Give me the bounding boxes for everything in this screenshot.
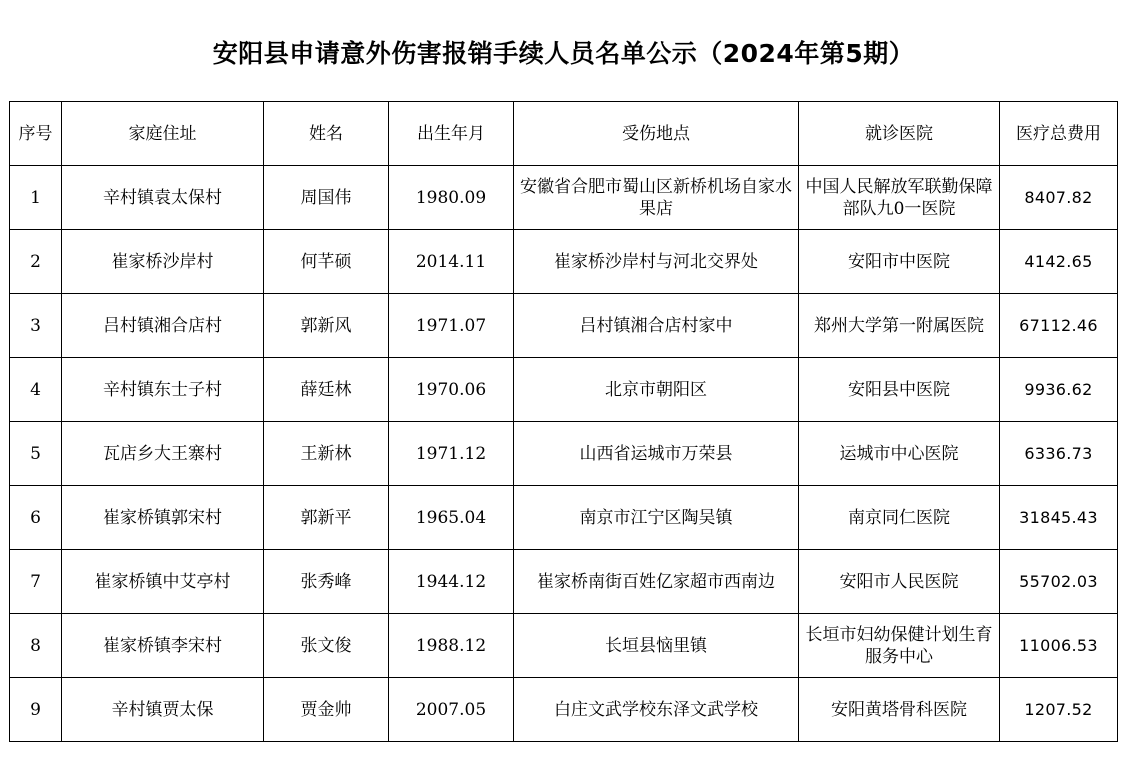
cell-injury-place: 南京市江宁区陶吴镇 (514, 486, 799, 550)
cell-total-cost: 6336.73 (1000, 422, 1118, 486)
cell-hospital: 安阳黄塔骨科医院 (799, 678, 1000, 742)
cell-hospital: 南京同仁医院 (799, 486, 1000, 550)
cell-seq: 4 (10, 358, 62, 422)
cell-seq: 7 (10, 550, 62, 614)
cell-birth: 1971.12 (389, 422, 514, 486)
cell-total-cost: 55702.03 (1000, 550, 1118, 614)
cell-hospital: 郑州大学第一附属医院 (799, 294, 1000, 358)
cell-birth: 2014.11 (389, 230, 514, 294)
table-row (10, 166, 1118, 230)
cell-birth: 2007.05 (389, 678, 514, 742)
table-header-row (10, 102, 1118, 166)
cell-total-cost: 4142.65 (1000, 230, 1118, 294)
cell-birth: 1980.09 (389, 166, 514, 230)
cell-seq: 1 (10, 166, 62, 230)
table-row (10, 358, 1118, 422)
cell-hospital: 安阳市中医院 (799, 230, 1000, 294)
cell-birth: 1970.06 (389, 358, 514, 422)
cell-seq: 6 (10, 486, 62, 550)
cell-birth: 1988.12 (389, 614, 514, 678)
cell-seq: 9 (10, 678, 62, 742)
cell-name: 周国伟 (264, 166, 389, 230)
cell-address: 吕村镇湘合店村 (62, 294, 264, 358)
cell-injury-place: 崔家桥沙岸村与河北交界处 (514, 230, 799, 294)
cell-total-cost: 31845.43 (1000, 486, 1118, 550)
header-name: 姓名 (264, 102, 389, 166)
cell-total-cost: 9936.62 (1000, 358, 1118, 422)
cell-hospital: 安阳市人民医院 (799, 550, 1000, 614)
cell-name: 郭新平 (264, 486, 389, 550)
table-row (10, 230, 1118, 294)
cell-birth: 1944.12 (389, 550, 514, 614)
cell-injury-place: 长垣县恼里镇 (514, 614, 799, 678)
header-total-cost: 医疗总费用 (1000, 102, 1118, 166)
cell-hospital: 安阳县中医院 (799, 358, 1000, 422)
table-row (10, 550, 1118, 614)
cell-name: 王新林 (264, 422, 389, 486)
cell-seq: 2 (10, 230, 62, 294)
cell-injury-place: 白庄文武学校东泽文武学校 (514, 678, 799, 742)
table-row (10, 614, 1118, 678)
cell-name: 郭新风 (264, 294, 389, 358)
cell-address: 瓦店乡大王寨村 (62, 422, 264, 486)
cell-address: 辛村镇贾太保 (62, 678, 264, 742)
cell-total-cost: 67112.46 (1000, 294, 1118, 358)
cell-hospital: 运城市中心医院 (799, 422, 1000, 486)
cell-name: 何芊硕 (264, 230, 389, 294)
cell-name: 薛廷林 (264, 358, 389, 422)
cell-injury-place: 山西省运城市万荣县 (514, 422, 799, 486)
cell-seq: 5 (10, 422, 62, 486)
header-address: 家庭住址 (62, 102, 264, 166)
cell-name: 张秀峰 (264, 550, 389, 614)
cell-total-cost: 1207.52 (1000, 678, 1118, 742)
cell-address: 崔家桥镇郭宋村 (62, 486, 264, 550)
cell-address: 辛村镇袁太保村 (62, 166, 264, 230)
cell-address: 崔家桥沙岸村 (62, 230, 264, 294)
cell-hospital: 中国人民解放军联勤保障部队九0一医院 (799, 166, 1000, 230)
cell-total-cost: 11006.53 (1000, 614, 1118, 678)
cell-birth: 1971.07 (389, 294, 514, 358)
cell-seq: 8 (10, 614, 62, 678)
cell-birth: 1965.04 (389, 486, 514, 550)
cell-address: 崔家桥镇中艾亭村 (62, 550, 264, 614)
page-title: 安阳县申请意外伤害报销手续人员名单公示（2024年第5期） (212, 39, 915, 68)
header-seq: 序号 (10, 102, 62, 166)
cell-total-cost: 8407.82 (1000, 166, 1118, 230)
cell-seq: 3 (10, 294, 62, 358)
header-injury-place: 受伤地点 (514, 102, 799, 166)
header-hospital: 就诊医院 (799, 102, 1000, 166)
applicant-list-table (9, 101, 1118, 742)
cell-name: 张文俊 (264, 614, 389, 678)
cell-address: 崔家桥镇李宋村 (62, 614, 264, 678)
table-row (10, 678, 1118, 742)
cell-hospital: 长垣市妇幼保健计划生育服务中心 (799, 614, 1000, 678)
table-row (10, 422, 1118, 486)
table-row (10, 294, 1118, 358)
cell-name: 贾金帅 (264, 678, 389, 742)
cell-address: 辛村镇东士子村 (62, 358, 264, 422)
cell-injury-place: 吕村镇湘合店村家中 (514, 294, 799, 358)
cell-injury-place: 崔家桥南街百姓亿家超市西南边 (514, 550, 799, 614)
cell-injury-place: 北京市朝阳区 (514, 358, 799, 422)
cell-injury-place: 安徽省合肥市蜀山区新桥机场自家水果店 (514, 166, 799, 230)
table-row (10, 486, 1118, 550)
header-birth: 出生年月 (389, 102, 514, 166)
